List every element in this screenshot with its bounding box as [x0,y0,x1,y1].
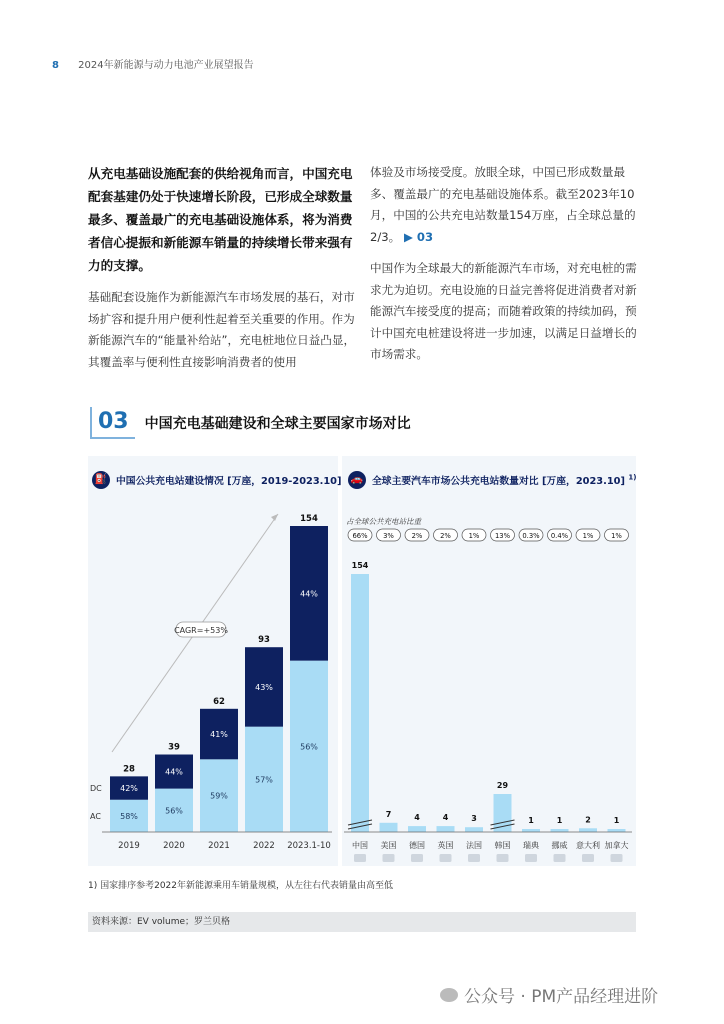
country-flag-icon [497,854,509,862]
bar-中国 [351,574,369,832]
bar-value-label: 1 [528,816,534,825]
dc-percent-label: 42% [120,784,138,794]
text-column-left [88,162,358,383]
bar-瑞典 [522,829,540,832]
share-pill-text: 13% [494,532,511,540]
bar-法国 [465,827,483,832]
cagr-annotation-text: CAGR=+53% [174,626,228,635]
paragraph-3: 中国作为全球最大的新能源汽车市场，对充电桩的需求尤为迫切。充电设施的日益完善将促进消费者对新能源汽车接受度的提高；而随着政策的持续加码，预计中国充电桩建设将进一步加速，以满足日益增长的市场需求。 [370,261,637,361]
x-tick-label: 2021 [208,841,230,851]
bar-美国 [380,823,398,832]
x-tick-label: 2019 [118,841,140,851]
source-bar: 资料来源：EV volume；罗兰贝格 [88,912,636,932]
share-row-label: 占全球公共充电站比重 [346,517,421,526]
cagr-annotation [174,622,228,637]
dc-percent-label: 43% [255,682,273,692]
report-title: 2024年新能源与动力电池产业展望报告 [78,60,254,71]
left-chart-title: 中国公共充电站建设情况 [万座，2019-2023.10] [116,476,342,487]
bar-value-label: 4 [442,813,449,823]
bar-value-label: 7 [385,809,392,819]
country-flag-icon [468,854,480,862]
total-value-label: 93 [258,635,270,646]
right-bar-chart [342,496,636,866]
cagr-arrow-head [271,514,278,521]
country-label: 挪威 [551,841,568,850]
country-label: 法国 [466,841,482,850]
page-number: 8 [52,60,59,71]
total-value-label: 154 [300,514,318,524]
country-label: 英国 [437,841,454,850]
ac-percent-label: 56% [300,742,318,752]
share-pill-text: 66% [352,532,368,540]
bar-value-label: 154 [351,561,369,570]
bar-加拿大 [608,829,626,832]
section-title-text: 中国充电基础建设和全球主要国家市场对比 [144,416,411,432]
country-label: 瑞典 [523,841,539,850]
ac-percent-label: 58% [120,811,138,821]
series-label-dc: DC [90,784,102,794]
country-label: 美国 [380,841,397,850]
watermark: 公众号 · PM产品经理进阶 [440,982,658,1007]
charging-station-icon: ⛽ [92,471,110,489]
country-flag-icon [440,854,452,862]
ac-percent-label: 56% [165,806,183,816]
bar-英国 [437,826,455,832]
country-label: 中国 [352,841,368,850]
share-pill-text: 0.4% [550,532,569,540]
share-pill-text: 1% [611,532,622,540]
page-header [52,56,254,71]
bar-德国 [408,826,426,832]
right-chart-title: 全球主要汽车市场公共充电站数量对比 [万座，2023.10] $^{1)}$ [372,473,637,487]
x-tick-label: 2023.1-10 [287,841,331,851]
ac-percent-label: 59% [210,791,228,801]
bar-value-label: 4 [414,813,420,823]
country-flag-icon [554,854,566,862]
country-flag-icon [411,854,423,862]
x-tick-label: 2020 [163,841,185,851]
bar-value-label: 1 [556,816,563,825]
left-stacked-bar-chart [88,496,338,866]
total-value-label: 62 [213,696,225,707]
country-label: 意大利 [576,841,600,850]
country-flag-icon [383,854,395,862]
country-label: 韩国 [494,841,511,850]
share-pill-text: 2% [440,532,451,540]
ac-percent-label: 57% [255,775,273,785]
country-label: 德国 [409,841,425,850]
section-number: 03 [90,407,135,439]
dc-percent-label: 44% [300,589,318,599]
dc-percent-label: 44% [165,767,183,777]
lead-paragraph: 从充电基础设施配套的供给视角而言，中国充电配套基建仍处于快速增长阶段，已形成全球数量最多、覆盖最广的充电基础设施体系，将为消费者信心提振和新能源车销量的持续增长带来强有力的支撑。 [88,166,353,273]
text-column-right [370,162,638,376]
bar-意大利 [579,828,597,832]
country-label: 加拿大 [604,841,629,850]
section-title [90,404,411,442]
share-pill-text: 0.3% [522,532,540,540]
paragraph-1: 基础配套设施作为新能源汽车市场发展的基石，对市场扩容和提升用户便利性起着至关重要的作用。作为新能源汽车的“能量补给站”，充电桩地位日益凸显，其覆盖率与便利性直接影响消费者的使用 [88,290,356,369]
figure-reference[interactable]: ▶ 03 [403,229,434,244]
share-pill-text: 1% [582,532,594,540]
share-pill-text: 1% [468,532,480,540]
country-flag-icon [354,854,366,862]
bar-挪威 [551,829,569,832]
bar-value-label: 29 [496,781,509,790]
series-label-ac: AC [90,811,101,821]
share-pill-text: 2% [411,532,423,540]
x-tick-label: 2022 [253,841,275,851]
bar-value-label: 1 [613,816,620,825]
footnote: 1) 国家排序参考2022年新能源乘用车销量规模，从左往右代表销量由高至低 [88,881,394,891]
country-flag-icon [582,854,594,862]
dc-percent-label: 41% [210,730,228,740]
bar-value-label: 2 [585,815,591,825]
total-value-label: 39 [168,742,180,753]
bar-value-label: 3 [471,814,477,824]
country-flag-icon [611,854,623,862]
share-pill-text: 3% [383,532,394,540]
paragraph-2: 体验及市场接受度。放眼全球，中国已形成数量最多、覆盖最广的充电基础设施体系。截至2023年10月，中国的公共充电站数量154万座，占全球总量的2/3。 ▶ 03 [370,165,636,244]
country-flag-icon [525,854,537,862]
car-icon: 🚗 [348,471,366,489]
total-value-label: 28 [123,764,135,775]
wechat-icon [440,988,458,1002]
